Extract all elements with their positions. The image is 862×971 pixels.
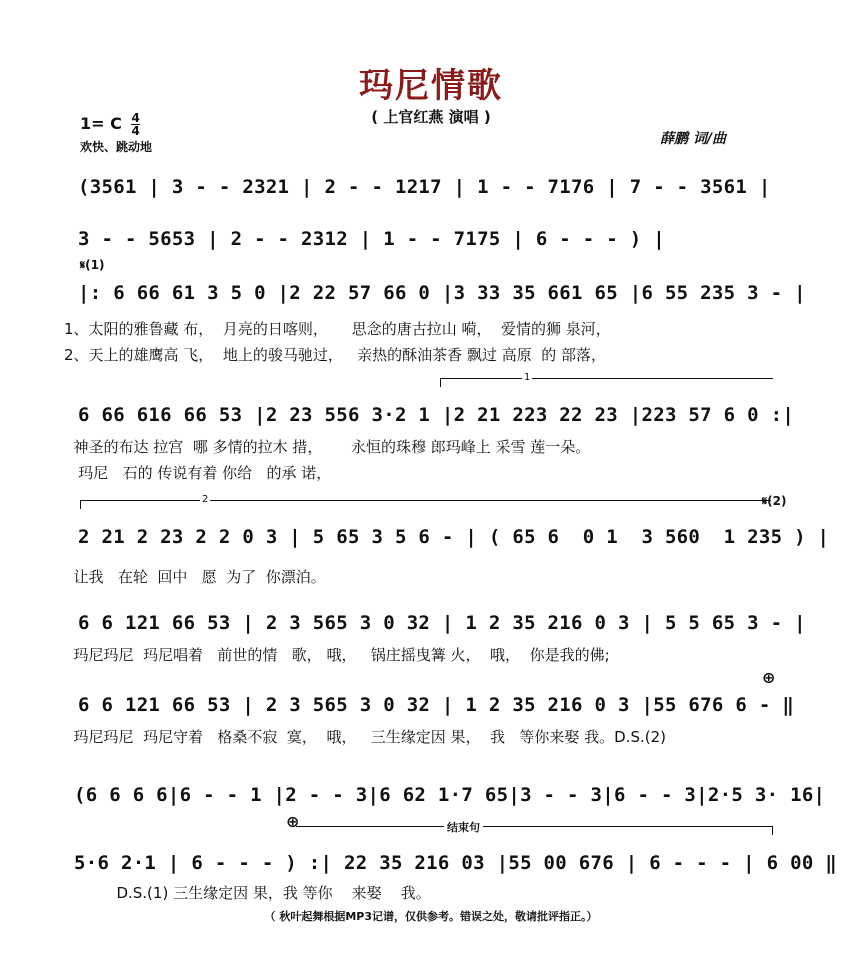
lyric-line-3a: 1、太阳的雅鲁藏 布， 月亮的日喀则， 思念的唐古拉山 嗬， 爱情的狮 泉河， bbox=[64, 320, 611, 338]
ending-bracket bbox=[296, 826, 773, 835]
music-line-2: 3 - - 5653 | 2 - - 2312 | 1 - - 7175 | 6 - - - ) | bbox=[78, 228, 665, 250]
music-line-8: (6 6 6 6|6 - - 1 |2 - - 3|6 62 1·7 65|3 - - 3|6 - - 3|2·5 3· 16| bbox=[74, 784, 826, 806]
segno-marker-2: 𝄋(2) bbox=[762, 494, 787, 508]
transcription-footnote: （ 秋叶起舞根据MP3记谱，仅供参考。错误之处，敬请批评指正。） bbox=[264, 910, 598, 923]
lyric-line-4b: 玛尼 石的 传说有着 你给 的承 诺， bbox=[64, 464, 332, 482]
coda-symbol-1: ⊕ bbox=[762, 668, 776, 687]
music-line-1: (3561 | 3 - - 2321 | 2 - - 1217 | 1 - - 7176 | 7 - - 3561 | bbox=[78, 176, 771, 198]
lyric-line-4a: 神圣的布达 拉宫 哪 多情的拉木 措， 永恒的珠穆 郎玛峰上 采雪 莲一朵。 bbox=[64, 438, 591, 456]
key-label: 1= C bbox=[80, 114, 122, 133]
volta-bracket-1 bbox=[440, 378, 773, 387]
coda-symbol-2: ⊕ bbox=[286, 812, 300, 831]
music-line-5: 2 21 2 23 2 2 0 3 | 5 65 3 5 6 - | ( 65 6 0 1 3 560 1 235 ) | bbox=[78, 526, 830, 548]
song-title: 玛尼情歌 bbox=[359, 66, 503, 106]
time-top: 4 bbox=[131, 111, 140, 125]
segno-marker-1: 𝄋(1) bbox=[80, 258, 105, 272]
lyric-line-6: 玛尼玛尼 玛尼唱着 前世的情 歌， 哦， 锅庄摇曳篝 火， 哦， 你是我的佛; bbox=[64, 646, 610, 664]
music-line-7: 6 6 121 66 53 | 2 3 565 3 0 32 | 1 2 35 216 0 3 |55 676 6 - ‖ bbox=[78, 694, 795, 716]
volta-label-2: 2 bbox=[202, 494, 209, 505]
lyric-line-7: 玛尼玛尼 玛尼守着 格桑不寂 寞， 哦， 三生缘定因 果， 我 等你来娶 我。D.S.(2) bbox=[64, 728, 666, 746]
music-line-4: 6 66 616 66 53 |2 23 556 3·2 1 |2 21 223 22 23 |223 57 6 0 :| bbox=[78, 404, 795, 426]
volta-label-1: 1 bbox=[524, 372, 531, 383]
music-line-3: |: 6 66 61 3 5 0 |2 22 57 66 0 |3 33 35 661 65 |6 55 235 3 - | bbox=[78, 282, 806, 304]
lyric-line-3b: 2、天上的雄鹰高 飞， 地上的骏马驰过， 亲热的酥油茶香 飘过 高原 的 部落， bbox=[64, 346, 606, 364]
tempo-marking: 欢快、跳动地 bbox=[80, 140, 153, 154]
key-signature bbox=[80, 112, 140, 137]
music-line-6: 6 6 121 66 53 | 2 3 565 3 0 32 | 1 2 35 216 0 3 | 5 5 65 3 - | bbox=[78, 612, 806, 634]
volta-bracket-2 bbox=[80, 500, 771, 509]
composer-credit: 薛鹏 词/曲 bbox=[660, 131, 726, 147]
lyric-line-9: D.S.(1) 三生缘定因 果，我 等你 来娶 我。 bbox=[64, 884, 431, 902]
time-bottom: 4 bbox=[131, 124, 140, 138]
time-signature bbox=[131, 112, 139, 137]
ending-label: 结束句 bbox=[444, 819, 483, 835]
lyric-line-5: 让我 在轮 回中 愿 为了 你漂泊。 bbox=[64, 568, 326, 586]
music-line-9: 5·6 2·1 | 6 - - - ) :| 22 35 216 03 |55 00 676 | 6 - - - | 6 00 ‖ bbox=[74, 852, 838, 874]
singer-credit: ( 上官红燕 演唱 ) bbox=[371, 108, 491, 126]
